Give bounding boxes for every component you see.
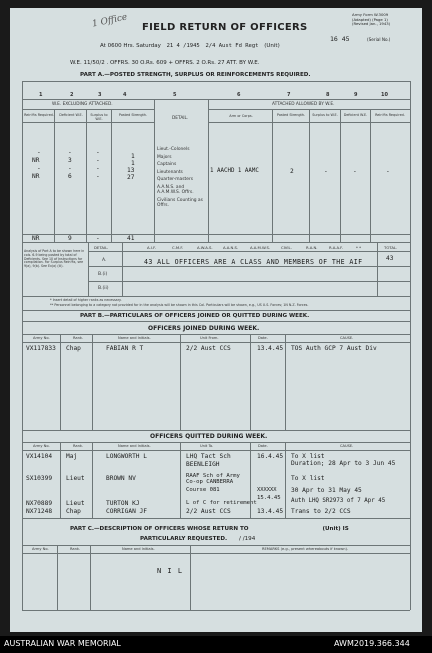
- army-form-ref: Army Form W.3009 (Adapted) (Page 1) (Revised Jan., 1943): [352, 12, 391, 27]
- analysis-total: 43: [386, 255, 394, 262]
- we-excl-header: W.E. EXCLUDING ATTACHED.: [52, 102, 113, 107]
- col3-r1: -: [96, 149, 100, 156]
- attached-arm: 1 AACHD 1 AAMC: [210, 168, 259, 174]
- form-title: FIELD RETURN OF OFFICERS: [142, 22, 308, 33]
- total-c2: 9: [68, 235, 72, 242]
- col3-r2: -: [96, 157, 100, 164]
- analysis-label: Analysis of Part A to be shown here in cols. 6-9 being posted by total of Deficients. See 10 of Instructions for compilation. For Surplus Rein'fts, see 9(a), 9(b). See Ex(a) (iii).: [24, 249, 85, 269]
- col4-r4: 27: [127, 174, 135, 181]
- archive-footer: [0, 636, 432, 653]
- quitted-title: OFFICERS QUITTED DURING WEEK.: [150, 433, 268, 440]
- analysis-row-b1: B.(i): [98, 272, 108, 277]
- analysis-row-b2: B.(ii): [98, 286, 109, 291]
- total-c4: 41: [127, 235, 135, 242]
- rank-list: Lieut.-Colonels Majors Captains Lieutenants Quarter-masters A.A.N.S. and A.A.M.W.S. Offrs. Civilians Counting as Offrs.: [157, 147, 203, 208]
- col3-r4: -: [96, 173, 100, 180]
- part-a-title: PART A.—POSTED STRENGTH, SURPLUS OR REINFORCEMENTS REQUIRED.: [80, 72, 311, 78]
- attached-reinf: -: [386, 168, 390, 175]
- col2-r2: 3: [68, 157, 72, 164]
- we-line: W.E. 11/50/2 . OFFRS. 30 O.Rs. 609 + OFFRS. 2 O.Rs. 27 ATT. BY W.E.: [70, 60, 260, 66]
- part-b-title: PART B.—PARTICULARS OF OFFICERS JOINED OR QUITTED DURING WEEK.: [80, 313, 310, 319]
- part-c-title: PART C.—DESCRIPTION OF OFFICERS WHOSE RETURN TO (Unit) IS: [70, 526, 349, 532]
- col1-r4: NR: [32, 173, 40, 180]
- serial-no: 16 45: [330, 35, 350, 43]
- col4-r1: 1: [131, 153, 135, 160]
- analysis-row-a: A.: [102, 258, 107, 263]
- document-page: 1 Office FIELD RETURN OF OFFICERS Army Form W.3009 (Adapted) (Page 1) (Revised Jan., 1943) 16 45 (Serial No.) At 0600 Hrs. Saturday 21 4 /1945 2/4 Aust Fd Regt (Unit) W.E. 11/50/2 . OFFRS. 30 O.Rs. 609 + OFFRS. 2 O.Rs. 27 ATT. BY W.E. PART A.—POSTED STRENGTH, SURPLUS OR REINFORCEMENTS REQUIRED. 1 2 3 4 5 6 7 8 9 10 W.E. EXCLUDING ATTACHED. ATTACHED ALLOWED BY W.E. DETAIL. Rein'fts Required. Deficient W.E. Surplus to W.E. Posted Strength. Arm or Corps. Posted Strength. Surplus to W.E. Deficient W.E. Rein'fts Required. Lieut.-Colonels Majors Captains Lieutenants Quarter-masters A.A.N.S. and A.A.M.W.S. Offrs. Civilians Counting as Offrs. - NR - NR - 3 - 6 - - - - 1 1 13 27 1 AACHD 1 AAMC 2 - - - NR 9 - 41 Analysis of Part A to be shown here in cols. 6-9 being posted by total of Deficients. See 10 of Instructions for compilation. For Surplus Rein'fts, see 9(a), 9(b). See Ex(a) (iii). DETAIL. A.I.F. C.M.F. A.W.A.S. A.A.N.S. A.A.M.W.S. CIVIL. R.A.N. R.A.A.F. * * TOTAL. A. B.(i) B.(ii) 43 ALL OFFICERS ARE A CLASS AND MEMBERS OF THE AIF 43 * Insert detail of higher ranks as necessary. ** Personnel belonging to a category not provided for in the analysis will be shown in this Col. Particulars will be shown, e.g., US U.S. Forces; 1N N.Z. Forces. PART B.—PARTICULARS OF OFFICERS JOINED OR QUITTED DURING WEEK. OFFICERS JOINED DURING WEEK. Army No. Rank. Name and Initials. Unit From. Date. CAUSE. VX117833 Chap FABIAN R T 2/2 Aust CCS 13.4.45 TOS Auth GCP 7 Aust Div OFFICERS QUITTED DURING WEEK. Army No. Rank. Name and Initials. Unit To. Date. CAUSE. VX14104 Maj LONGWORTH L LHQ Tact Sch 16.4.45 To X list BEENLEIGH Duration; 28 Apr to 3 Jun 45 SX10399 Lieut BROWN NV RAAF Sch of Army Co-op CANBERRA To X list Course 081 XXXXXX 30 Apr to 31 May 45 NX70889 Lieut TURTON KJ L of C for retirement 15.4.45 Auth LHQ SR2973 of 7 Apr 45 NX71248 Chap CORRIGAN JF 2/2 Aust CCS 13.4.45 Trans to 2/2 CCS PART C.—DESCRIPTION OF OFFICERS WHOSE RETURN TO (Unit) IS PARTICULARLY REQUESTED. / /194 Army No. Rank. Name and Initials. REMARKS (e.g., present whereabouts if known). N I L: [10, 8, 422, 632]
- footnote-2: ** Personnel belonging to a category not provided for in the analysis will be shown in this Col. Particulars will be shown, e.g., US U.S. Forces; 1N N.Z. Forces.: [50, 303, 309, 307]
- header-line1: At 0600 Hrs. Saturday 21 4 /1945 2/4 Aust Fd Regt (Unit): [100, 43, 280, 49]
- col1-r1: -: [37, 149, 41, 156]
- col4-r3: 13: [127, 167, 135, 174]
- col1-r3: -: [37, 165, 41, 172]
- col2-r3: -: [68, 165, 72, 172]
- footnote-1: * Insert detail of higher ranks as necessary.: [50, 298, 122, 302]
- handwritten-note: 1 Office: [91, 12, 129, 30]
- att-header: ATTACHED ALLOWED BY W.E.: [272, 102, 335, 107]
- attached-deficient: -: [353, 168, 357, 175]
- footer-source: AUSTRALIAN WAR MEMORIAL: [4, 639, 121, 648]
- attached-surplus: -: [324, 168, 328, 175]
- joined-title: OFFICERS JOINED DURING WEEK.: [148, 325, 260, 332]
- attached-posted: 2: [290, 168, 294, 175]
- col4-r2: 1: [131, 160, 135, 167]
- analysis-text: 43 ALL OFFICERS ARE A CLASS AND MEMBERS OF THE AIF: [144, 258, 363, 266]
- part-c-entry: N I L: [157, 567, 184, 575]
- col2-r4: 6: [68, 173, 72, 180]
- col2-r1: -: [68, 149, 72, 156]
- serial-label: (Serial No.): [367, 37, 391, 42]
- col3-r3: -: [96, 165, 100, 172]
- col1-r2: NR: [32, 157, 40, 164]
- total-c1: NR: [32, 235, 40, 242]
- detail-header: DETAIL.: [172, 116, 189, 121]
- part-c-title2: PARTICULARLY REQUESTED. / /194: [140, 536, 256, 542]
- total-c3: -: [96, 235, 100, 242]
- footer-accession: AWM2019.366.344: [334, 639, 410, 648]
